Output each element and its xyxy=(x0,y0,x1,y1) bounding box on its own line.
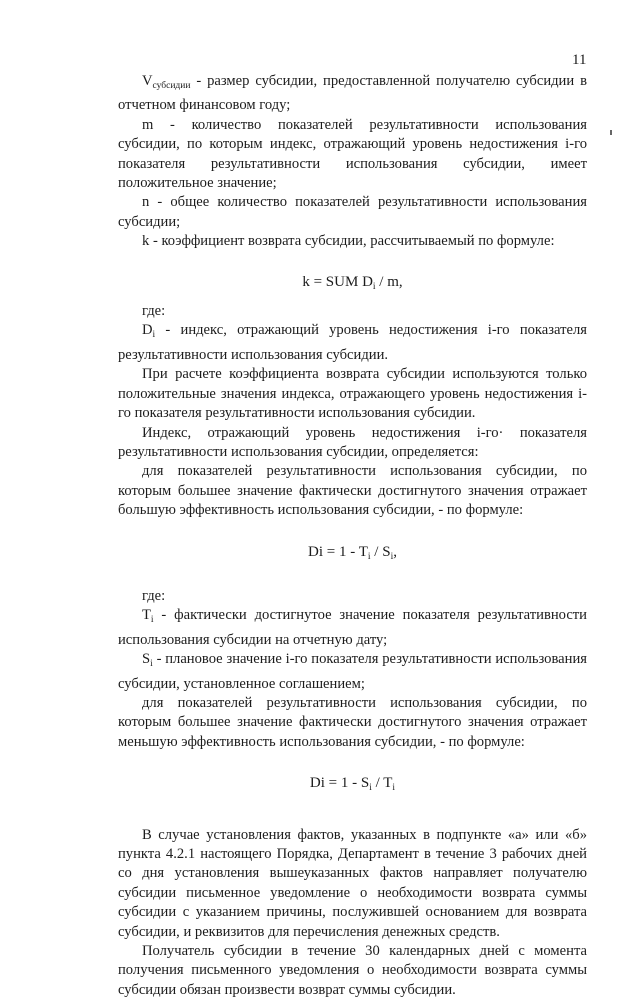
formula-di-1-suffix: , xyxy=(393,543,397,560)
paragraph-n-definition: n - общее количество показателей результативности использования субсидии; xyxy=(118,194,587,230)
where-label-1: где: xyxy=(142,303,166,320)
where-label-2: где: xyxy=(142,587,166,604)
paragraph-d-definition xyxy=(118,321,587,365)
v-subscript: субсидии xyxy=(152,81,191,91)
paragraph-t-definition xyxy=(118,606,587,650)
s-definition-text: - плановое значение i-го показателя результативности использования субсидии, установленное соглашением; xyxy=(118,651,587,692)
v-definition-text: - размер субсидии, предоставленной получателю субсидии в отчетном финансовом году; xyxy=(118,73,587,114)
formula-di-1-sub2: i xyxy=(390,551,394,562)
formula-k-suffix: / m, xyxy=(375,273,403,290)
formula-di-1-sub1: i xyxy=(367,551,371,562)
page-number: 11 xyxy=(572,52,587,68)
document-body xyxy=(118,72,587,1000)
t-definition-text: - фактически достигнутое значение показателя результативности использования субсидии на отчетную дату; xyxy=(118,607,587,648)
s-subscript: i xyxy=(150,659,153,670)
formula-di-2-prefix: Di = 1 - S xyxy=(309,775,370,792)
paragraph-case-1: для показателей результативности использования субсидии, по которым большее значение фактически достигнутого значения отражает большую эффективность использования субсидии, - по формуле: xyxy=(118,463,587,519)
d-symbol: D xyxy=(142,322,153,339)
paragraph-v-definition xyxy=(118,72,587,116)
paragraph-k-definition: k - коэффициент возврата субсидии, рассчитываемый по формуле: xyxy=(142,233,555,250)
margin-mark xyxy=(610,130,612,135)
formula-di-2-sub2: i xyxy=(392,783,396,794)
t-symbol: T xyxy=(142,607,151,624)
formula-di-2 xyxy=(118,774,587,798)
paragraph-index-intro: Индекс, отражающий уровень недостижения i-го· показателя результативности использования субсидии, определяется: xyxy=(118,424,587,460)
formula-k-prefix: k = SUM D xyxy=(302,273,373,290)
d-subscript: i xyxy=(152,330,156,341)
formula-k xyxy=(118,273,587,297)
formula-k-subscript: i xyxy=(372,281,376,292)
paragraph-recipient: Получатель субсидии в течение 30 календарных дней с момента получения письменного уведомления о необходимости возврата суммы субсидии обязан произвести возврат суммы субсидии. xyxy=(118,943,587,998)
formula-di-1-mid: / S xyxy=(370,543,391,560)
paragraph-case-2: для показателей результативности использования субсидии, по которым большее значение фактически достигнутого значения отражает меньшую эффективность использования субсидии, - по формуле: xyxy=(118,694,587,750)
t-subscript: i xyxy=(150,615,154,626)
paragraph-m-definition: m - количество показателей результативности использования субсидии, по которым индекс, отражающий уровень недостижения i-го показателя результативности использования субсидии, имеет положительное значение; xyxy=(118,116,587,192)
formula-di-1 xyxy=(118,543,587,567)
v-symbol: V xyxy=(142,73,153,89)
formula-di-1-prefix: Di = 1 - T xyxy=(308,543,368,560)
paragraph-calc-note: При расчете коэффициента возврата субсидии используются только положительные значения индекса, отражающего уровень недостижения i-го показателя результативности использования субсидии. xyxy=(118,366,587,422)
paragraph-s-definition xyxy=(118,650,587,694)
d-definition-text: - индекс, отражающий уровень недостижения i-го показателя результативности использования субсидии. xyxy=(118,322,587,363)
formula-di-2-mid: / T xyxy=(371,775,393,792)
formula-di-2-sub1: i xyxy=(369,783,372,794)
paragraph-facts: В случае установления фактов, указанных в подпункте «а» или «б» пункта 4.2.1 настоящего Порядка, Департамент в течение 3 рабочих дней со дня установления вышеуказанных фактов направляет получателю субсидии письменное уведомление о необходимости возврата суммы субсидии с указанием причины, послужившей основанием для возврата субсидии, и реквизитов для перечисления денежных средств. xyxy=(118,826,587,940)
s-symbol: S xyxy=(142,651,151,668)
